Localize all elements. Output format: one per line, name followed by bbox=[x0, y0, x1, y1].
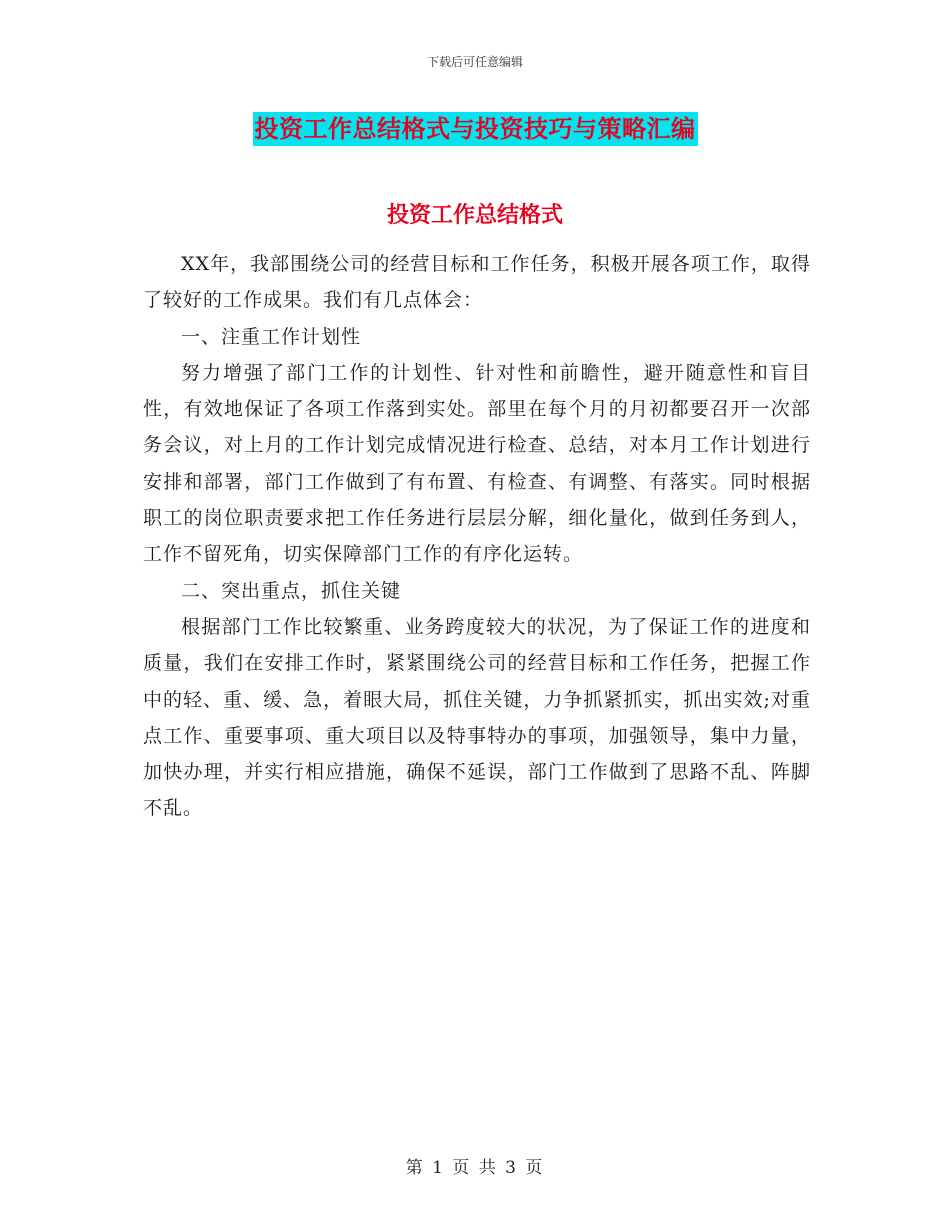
section-title: 投资工作总结格式 bbox=[386, 203, 563, 228]
document-body bbox=[143, 246, 811, 827]
document-title: 投资工作总结格式与投资技巧与策略汇编 bbox=[253, 112, 698, 146]
paragraph-intro: XX年，我部围绕公司的经营目标和工作任务，积极开展各项工作，取得了较好的工作成果。我们有几点体会： bbox=[143, 253, 811, 312]
subheading-1: 一、注重工作计划性 bbox=[181, 325, 362, 348]
page-footer: 第 1 页 共 3 页 bbox=[405, 1158, 545, 1178]
paragraph-priorities: 根据部门工作比较繁重、业务跨度较大的状况，为了保证工作的进度和质量，我们在安排工作时，紧紧围绕公司的经营目标和工作任务，把握工作中的轻、重、缓、急，着眼大局，抓住关键，力争抓紧抓实，抓出实效;对重点工作、重要事项、重大项目以及特事特办的事项，加强领导，集中力量，加快办理，并实行相应措施，确保不延误，部门工作做到了思路不乱、阵脚不乱。 bbox=[143, 615, 811, 820]
subheading-2: 二、突出重点，抓住关键 bbox=[181, 579, 402, 602]
main-title-container bbox=[0, 112, 950, 146]
header-note: 下载后可任意编辑 bbox=[426, 55, 523, 69]
paragraph-planning: 努力增强了部门工作的计划性、针对性和前瞻性，避开随意性和盲目性，有效地保证了各项工作落到实处。部里在每个月的月初都要召开一次部务会议，对上月的工作计划完成情况进行检查、总结，对本月工作计划进行安排和部署，部门工作做到了有布置、有检查、有调整、有落实。同时根据职工的岗位职责要求把工作任务进行层层分解，细化量化，做到任务到人，工作不留死角，切实保障部门工作的有序化运转。 bbox=[143, 361, 811, 566]
